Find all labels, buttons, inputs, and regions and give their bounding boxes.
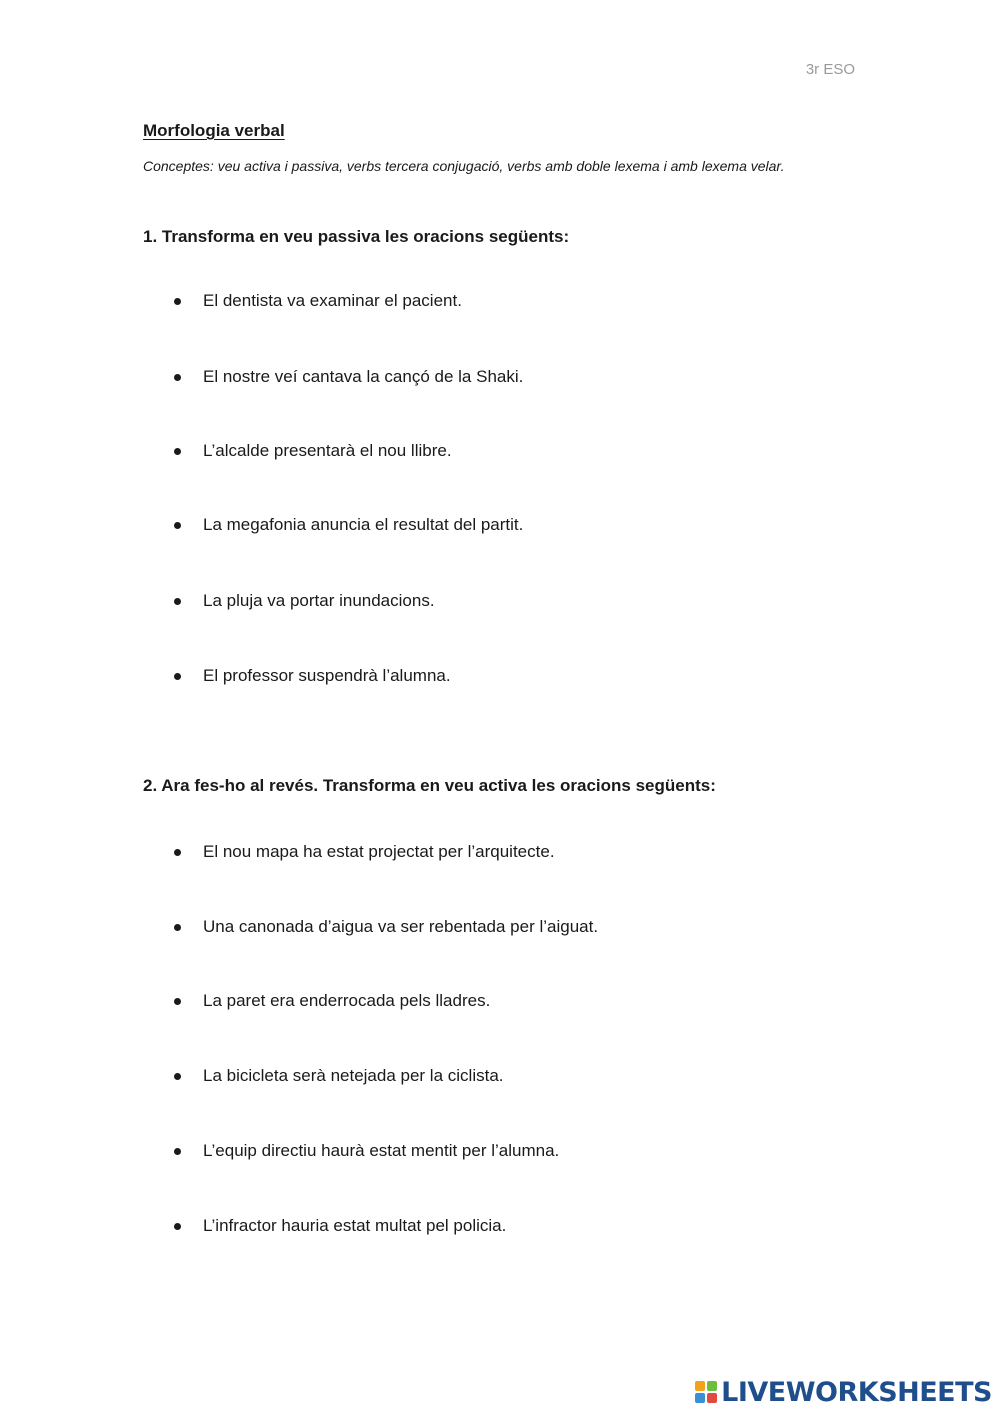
grade-label: 3r ESO bbox=[805, 61, 855, 78]
list-item-text: El nostre veí cantava la cançó de la Shaki. bbox=[203, 367, 524, 386]
bullet-icon bbox=[174, 998, 181, 1005]
list-item bbox=[174, 1065, 504, 1087]
list-item bbox=[174, 514, 523, 536]
list-item bbox=[174, 1140, 559, 1162]
list-item-text: Una canonada d’aigua va ser rebentada per l’aiguat. bbox=[203, 917, 599, 936]
list-item bbox=[174, 841, 555, 863]
bullet-icon bbox=[174, 448, 181, 455]
brand-name: LIVEWORKSHEETS bbox=[721, 1376, 992, 1408]
bullet-icon bbox=[174, 298, 181, 305]
list-item bbox=[174, 440, 452, 462]
list-item-text: L’infractor hauria estat multat pel policia. bbox=[203, 1216, 507, 1235]
list-item bbox=[174, 366, 523, 388]
list-item bbox=[174, 590, 435, 612]
bullet-icon bbox=[174, 598, 181, 605]
bullet-icon bbox=[174, 673, 181, 680]
liveworksheets-brand[interactable] bbox=[695, 1377, 992, 1407]
list-item bbox=[174, 916, 598, 938]
liveworksheets-logo-icon bbox=[695, 1381, 717, 1403]
list-item-text: El dentista va examinar el pacient. bbox=[203, 291, 462, 310]
bullet-icon bbox=[174, 1073, 181, 1080]
list-item bbox=[174, 665, 451, 687]
logo-tile bbox=[695, 1393, 705, 1403]
page-title: Morfologia verbal bbox=[143, 121, 285, 140]
list-item-text: La paret era enderrocada pels lladres. bbox=[203, 991, 491, 1010]
bullet-icon bbox=[174, 1223, 181, 1230]
logo-tile bbox=[707, 1381, 717, 1391]
bullet-icon bbox=[174, 924, 181, 931]
exercise-2-heading: 2. Ara fes-ho al revés. Transforma en veu activa les oracions següents: bbox=[143, 776, 716, 795]
bullet-icon bbox=[174, 1148, 181, 1155]
list-item-text: La megafonia anuncia el resultat del partit. bbox=[203, 515, 524, 534]
list-item-text: El nou mapa ha estat projectat per l’arquitecte. bbox=[203, 842, 555, 861]
exercise-1-heading: 1. Transforma en veu passiva les oracions següents: bbox=[143, 227, 570, 246]
bullet-icon bbox=[174, 374, 181, 381]
bullet-icon bbox=[174, 522, 181, 529]
list-item bbox=[174, 990, 490, 1012]
list-item-text: L’equip directiu haurà estat mentit per l’alumna. bbox=[203, 1141, 560, 1160]
list-item bbox=[174, 290, 462, 312]
list-item-text: El professor suspendrà l’alumna. bbox=[203, 666, 451, 685]
logo-tile bbox=[695, 1381, 705, 1391]
concepts-text: Conceptes: veu activa i passiva, verbs tercera conjugació, verbs amb doble lexema i amb lexema velar. bbox=[143, 158, 785, 174]
list-item-text: L’alcalde presentarà el nou llibre. bbox=[203, 441, 452, 460]
bullet-icon bbox=[174, 849, 181, 856]
list-item-text: La bicicleta serà netejada per la ciclista. bbox=[203, 1066, 504, 1085]
list-item bbox=[174, 1215, 506, 1237]
logo-tile bbox=[707, 1393, 717, 1403]
list-item-text: La pluja va portar inundacions. bbox=[203, 591, 435, 610]
